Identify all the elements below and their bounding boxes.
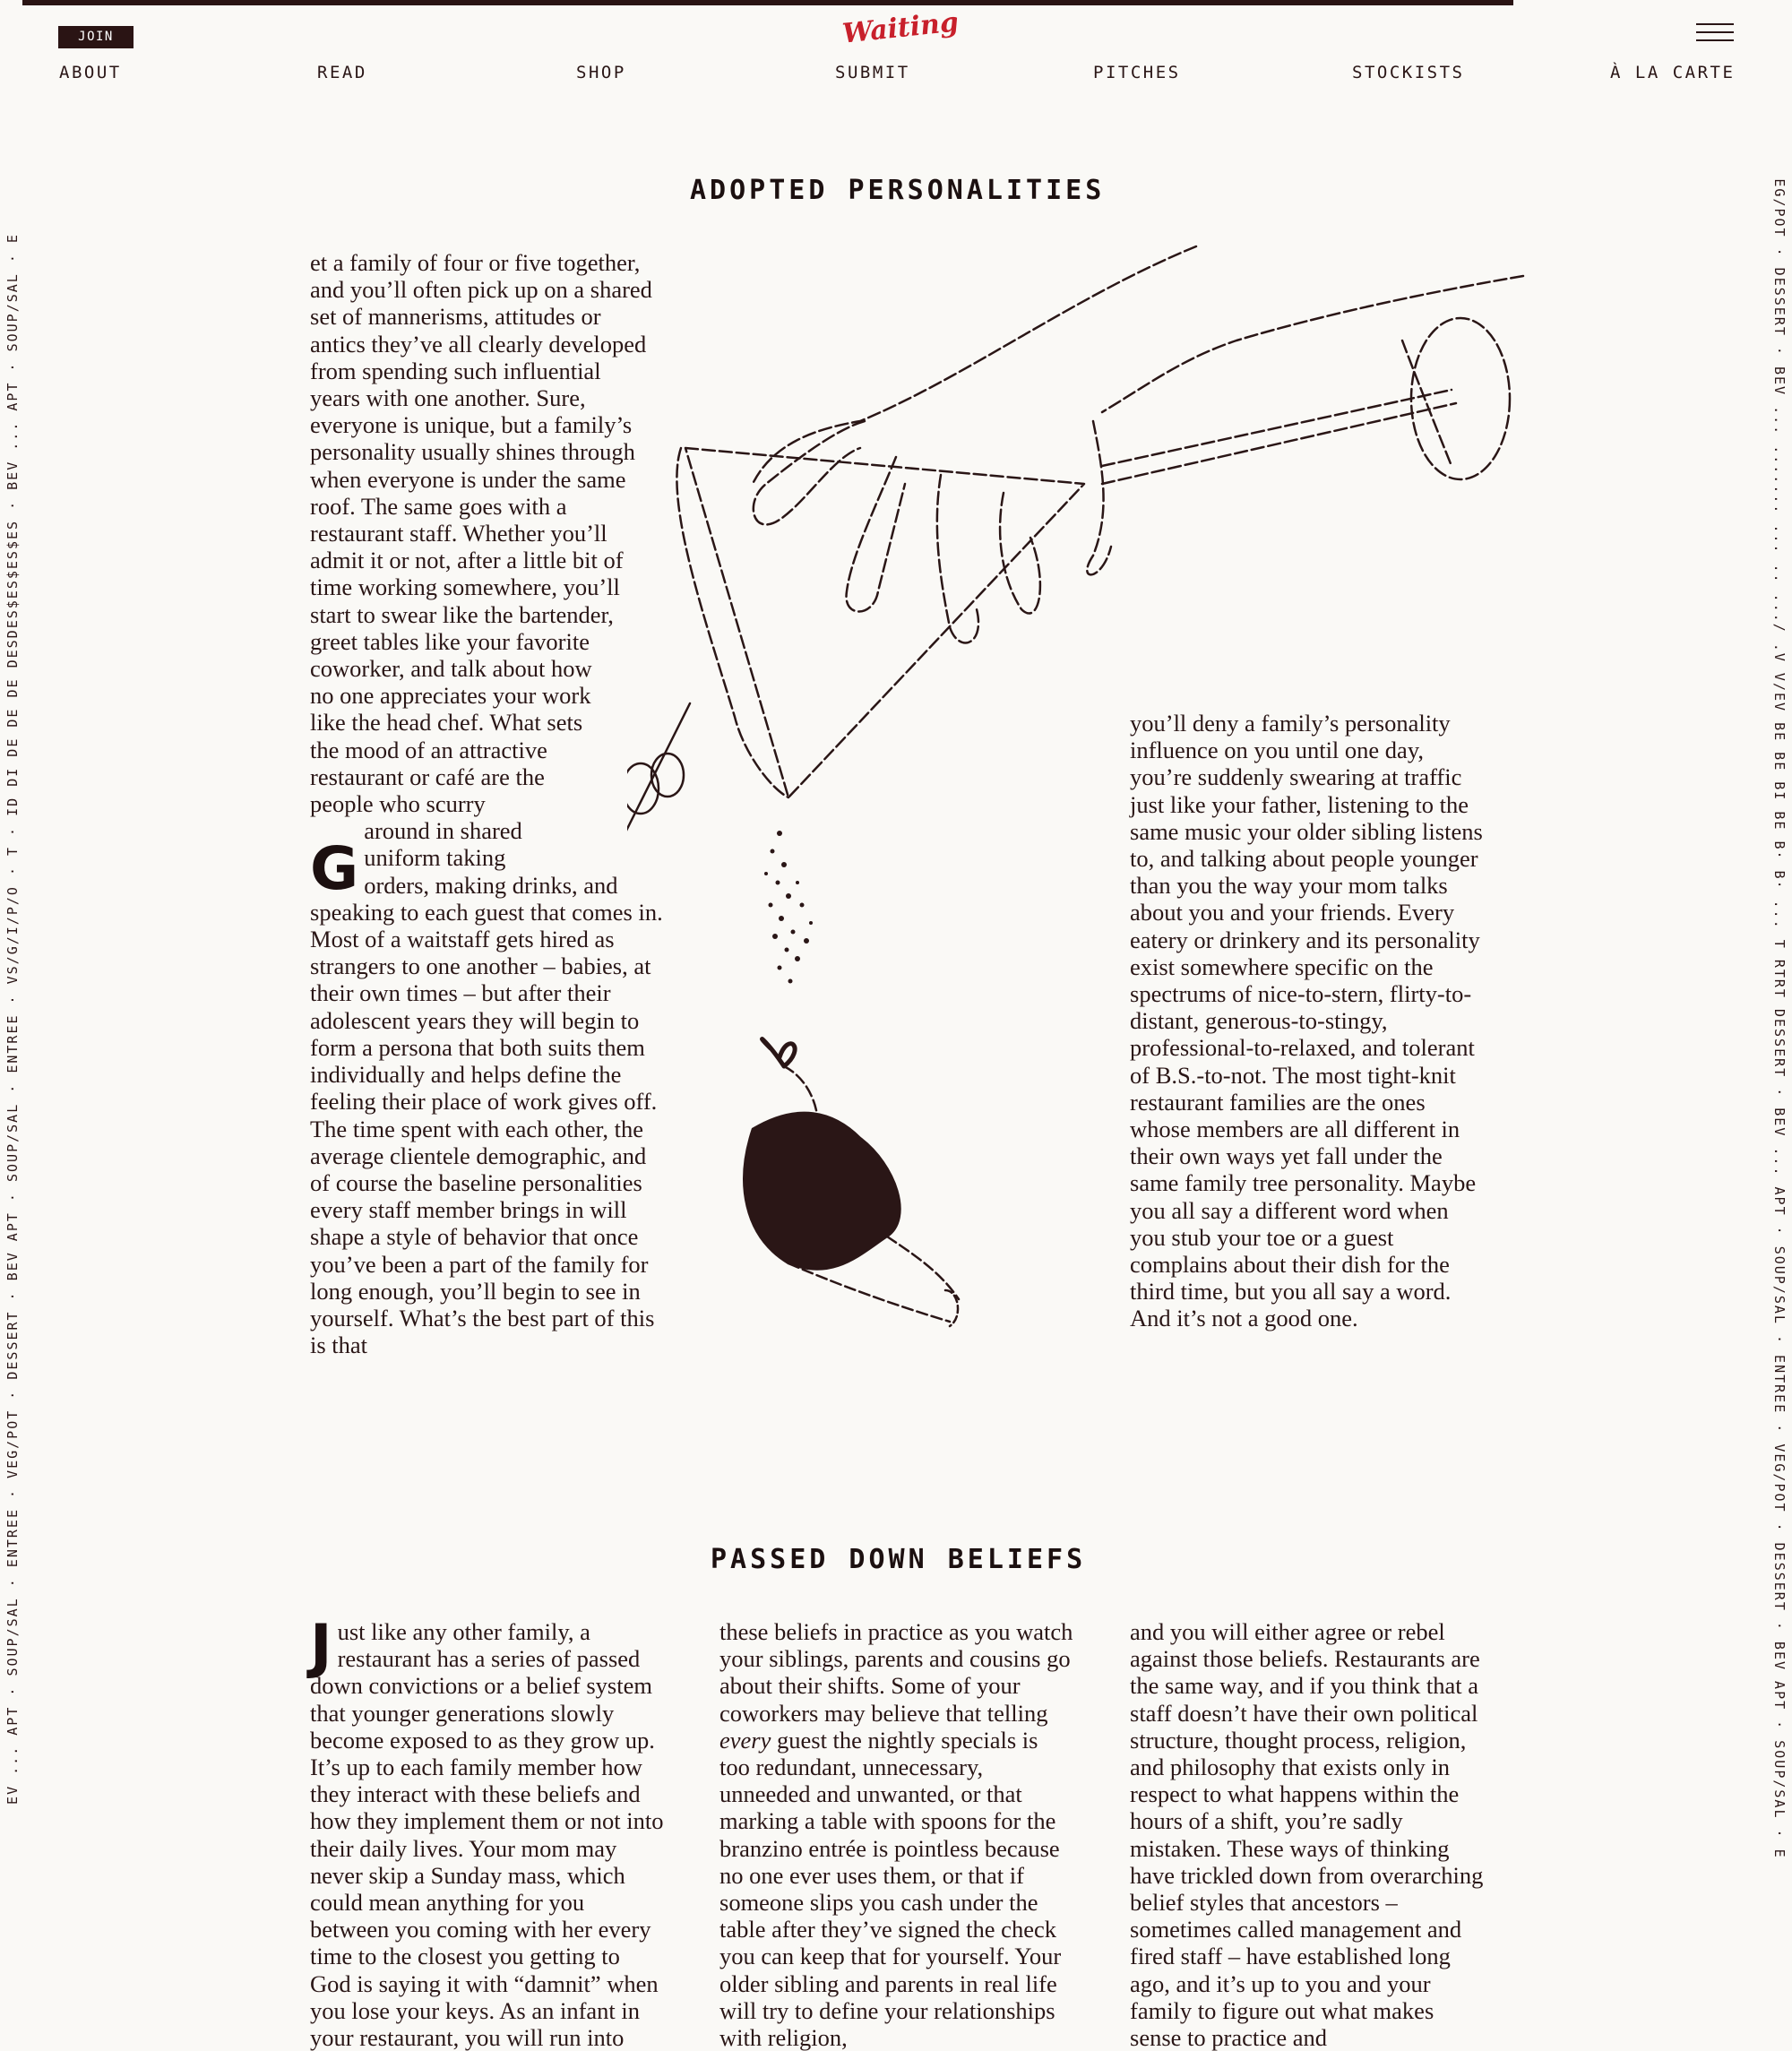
nav-a-la-carte[interactable]: À LA CARTE <box>1610 63 1736 82</box>
olive-toothpick-icon <box>627 703 690 892</box>
nav-submit[interactable]: SUBMIT <box>835 63 910 82</box>
waiting-logo[interactable]: Waiting <box>840 6 961 50</box>
nav-stockists[interactable]: STOCKISTS <box>1352 63 1465 82</box>
left-ticker-text: EV ... APT · SOUP/SAL · ENTREE · VEG/POT · DESSERT · BEV APT · SOUP/SAL · ENTREE · VS/G/I/P/O · T · ID DI DE DE DE DESDES$ES$ES$ES · BEV ... APT · SOUP/SAL · E <box>4 233 21 1805</box>
section-title-adopted-personalities: ADOPTED PERSONALITIES <box>690 175 1106 206</box>
section2-column3 <box>1130 1618 1484 2051</box>
nav-about[interactable]: ABOUT <box>59 63 122 82</box>
join-button[interactable]: JOIN <box>58 26 134 48</box>
section2-column1 <box>310 1612 664 2051</box>
section2-column2 <box>719 1618 1073 2051</box>
right-ticker-text: EG/POT · DESSERT · BEV ... ....... ... .. .../ .V V/EV BE BE BI BE B· B· ... T RTRT DESSERT · BEV ... APT · SOUP/SAL · ENTREE · VEG/POT · DESSERT · BEV APT · SOUP/SAL · E <box>1771 178 1788 1859</box>
drop-cap-g: G <box>310 834 359 903</box>
nav-shop[interactable]: SHOP <box>576 63 626 82</box>
drop-cap-j: J <box>310 1612 332 1681</box>
section1-col2-text: you’ll deny a family’s personality influence on you until one day, you’re suddenly swearing at traffic just like your father, listening to the same music your older sibling listens to, and talking about people younger than you the way your mom talks about you and your friends. Every eatery or drinkery and its personality exist somewhere specific on the spectrums of nice-to-stern, flirty-to-distant, generous-to-stingy, professional-to-relaxed, and tolerant of B.S.-to-not. The most tight-knit restaurant families are the ones whose members are all different in their own ways yet fall under the same family tree personality. Maybe you all say a different word when you stub your toe or a guest complains about their dish for the third time, but you all say a word. And it’s not a good one. <box>1130 710 1483 1332</box>
section1-column1 <box>310 249 664 1358</box>
left-menu-ticker <box>0 0 25 2038</box>
hamburger-menu-icon[interactable] <box>1696 23 1734 41</box>
sugar-drops-icon <box>764 831 813 984</box>
section2-col3-text: and you will either agree or rebel against those beliefs. Restaurants are the same way, and if you think that a staff doesn’t have their own political structure, thought process, religion, and philosophy that exists only in respect to what happens within the hours of a shift, you’re sadly mistaken. These ways of thinking have trickled down from overarching belief styles that ancestors – sometimes called management and fired staff – have established long ago, and it’s up to you and your family to figure out what makes sense to practice and <box>1130 1618 1484 2051</box>
nav-read[interactable]: READ <box>317 63 367 82</box>
right-menu-ticker <box>1767 0 1792 2038</box>
section2-col2-emphasis: every <box>719 1726 771 1754</box>
nav-pitches[interactable]: PITCHES <box>1093 63 1181 82</box>
baby-swimsuit-icon <box>744 1039 959 1326</box>
section2-col1-text: ust like any other family, a restaurant has a series of passed down convictions or a belief system that younger generations slowly become exposed to as they grow up. It’s up to each family member how they interact with these beliefs and how they implement them or not into their daily lives. Your mom may never skip a Sunday mass, which could mean anything for you between you coming with her every time to the closest you getting to God is saying it with “damnit” when you lose your keys. As an infant in your restaurant, you will run into <box>310 1618 664 2051</box>
section2-col2-text-b: guest the nightly specials is too redundant, unnecessary, unneeded and unwanted, or that marking a table with spoons for the branzino entrée is pointless because no one ever uses them, or that if someone slips you cash under the table after they’ve signed the check you can keep that for yourself. Your older sibling and parents in real life will try to define your relationships with religion, <box>719 1726 1062 2051</box>
section1-col1-text: et a family of four or five together, and you’ll often pick up on a shared set of mannerisms, attitudes or antics they’ve all clearly developed from spending such influential years with one another. Sure, everyone is unique, but a family’s personality usually shines through when everyone is under the same roof. The same goes with a restaurant staff. Whether you’ll admit it or not, after a little bit of time working somewhere, you’ll start to swear like the bartender, greet tables like your favorite coworker, and talk about how no one appreciates your work like the head chef. What sets the mood of an attractive restaurant or café are the people who scurry around in shared uniform taking orders, making drinks, and speaking to each guest that comes in. Most of a waitstaff gets hired as strangers to one another – babies, at their own times – but after their adolescent years they will begin to form a persona that both suits them individually and helps define the feeling their place of work gives off. The time spent with each other, the average clientele demographic, and of course the baseline personalities every staff member brings in will shape a style of behavior that once you’ve been a part of the family for long enough, you’ll begin to see in yourself. What’s the best part of this is that <box>310 249 663 1359</box>
hand-pouring-glass-icon <box>676 246 1523 797</box>
top-progress-bar <box>22 0 1513 5</box>
section2-col2-text-a: these beliefs in practice as you watch your siblings, parents and cousins go about their shifts. Some of your coworkers may believe that telling <box>719 1618 1073 1727</box>
cocktail-illustration <box>627 233 1532 1353</box>
section-title-passed-down-beliefs: PASSED DOWN BELIEFS <box>711 1544 1087 1575</box>
